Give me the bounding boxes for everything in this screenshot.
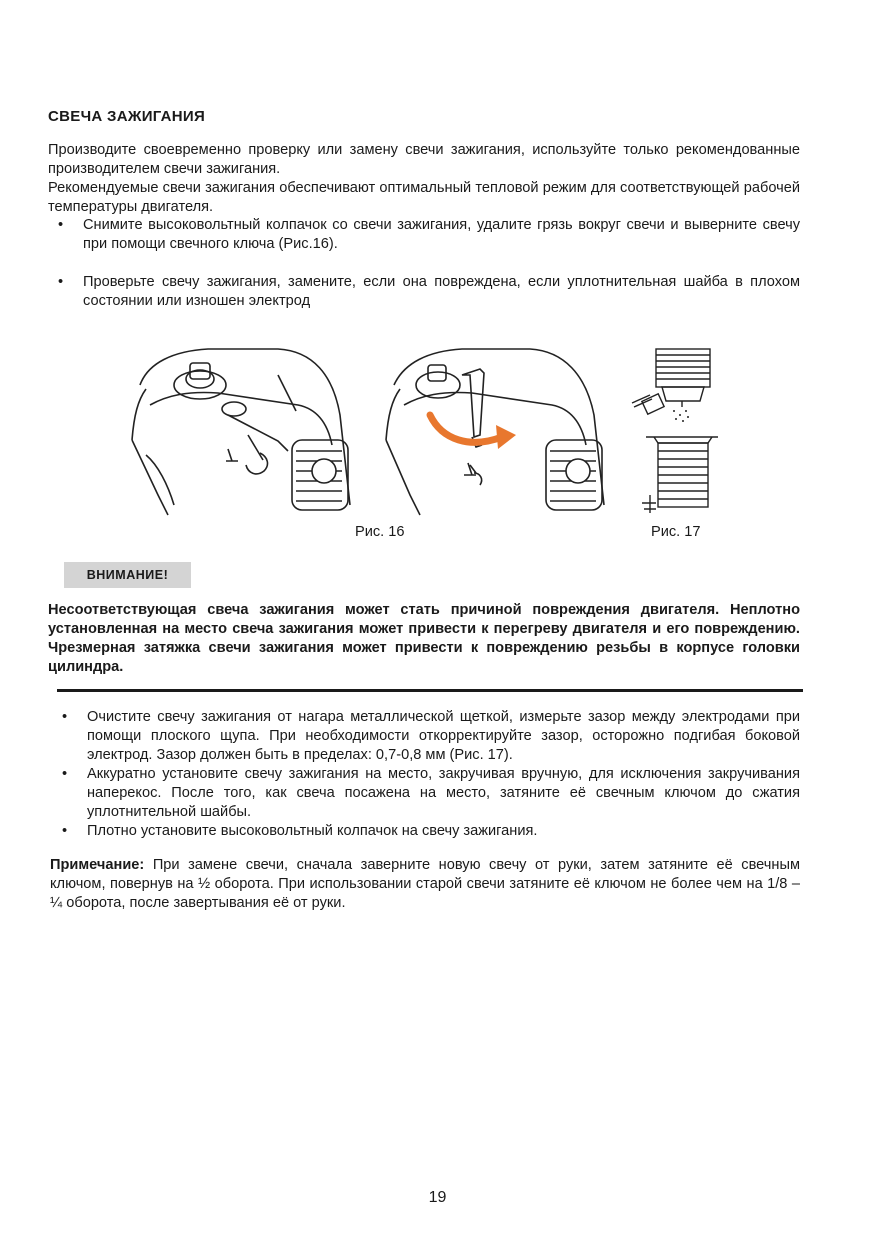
figure-17-illustration	[622, 345, 722, 517]
bullet-list-bottom	[52, 708, 800, 841]
figure-16-caption: Рис. 16	[355, 524, 405, 540]
warning-text: Несоответствующая свеча зажигания может стать причиной повреждения двигателя. Неплотно установленная на место свеча зажигания может привести к перегреву двигателя и его повреждению. Чрезмерная затяжка свечи зажигания может привести к повреждению резьбы в корпусе головки цилиндра.	[48, 602, 800, 675]
figure-17-caption: Рис. 17	[651, 524, 701, 540]
section-title: СВЕЧА ЗАЖИГАНИЯ	[48, 108, 206, 125]
section-divider	[57, 689, 803, 692]
list-item-text: Очистите свечу зажигания от нагара металлической щеткой, измерьте зазор между электродами при помощи плоского щупа. При необходимости откорректируйте зазор, осторожно подгибая боковой электрод. Зазор должен быть в пределах: 0,7-0,8 мм (Рис. 17).	[87, 709, 800, 763]
note-paragraph	[50, 856, 800, 913]
note-text: При замене свечи, сначала заверните новую свечу от руки, затем затяните её свечным ключом, повернув на ½ оборота. При использовании старой свечи затяните её ключом не более чем на 1/8 – ¼ оборота, после завертывания её от руки.	[50, 857, 800, 911]
note-label: Примечание:	[50, 857, 145, 873]
list-item	[48, 273, 800, 311]
figure-16-right-illustration	[380, 345, 610, 517]
page-number: 19	[428, 1189, 447, 1206]
intro-paragraph-1: Производите своевременно проверку или замену свечи зажигания, используйте только рекомендованные производителем свечи зажигания.	[48, 142, 800, 177]
list-item	[52, 822, 800, 841]
list-item-text: Снимите высоковольтный колпачок со свечи зажигания, удалите грязь вокруг свечи и выверните свечу при помощи свечного ключа (Рис.16).	[83, 217, 800, 252]
warning-badge: ВНИМАНИЕ!	[64, 562, 191, 588]
list-item-text: Плотно установите высоковольтный колпачок на свечу зажигания.	[87, 823, 538, 839]
rotation-arrow-icon	[430, 415, 502, 442]
bullet-list-top	[48, 216, 800, 311]
bullet-icon: •	[58, 274, 64, 290]
list-item	[48, 216, 800, 254]
figure-16-left-illustration	[128, 345, 356, 517]
intro-paragraph-2: Рекомендуемые свечи зажигания обеспечивают оптимальный тепловой режим для соответствующей рабочей температуры двигателя.	[48, 180, 800, 215]
list-item	[52, 765, 800, 822]
bullet-icon: •	[58, 217, 64, 233]
list-item-text: Проверьте свечу зажигания, замените, если она повреждена, если уплотнительная шайба в плохом состоянии или изношен электрод	[83, 274, 800, 309]
bullet-icon: •	[62, 709, 68, 725]
list-item	[52, 708, 800, 765]
bullet-icon: •	[62, 823, 68, 839]
list-item-text: Аккуратно установите свечу зажигания на место, закручивая вручную, для исключения закручивания наперекос. После того, как свеча посажена на место, затяните её свечным ключом до сжатия уплотнительной шайбы.	[87, 766, 800, 820]
bullet-icon: •	[62, 766, 68, 782]
